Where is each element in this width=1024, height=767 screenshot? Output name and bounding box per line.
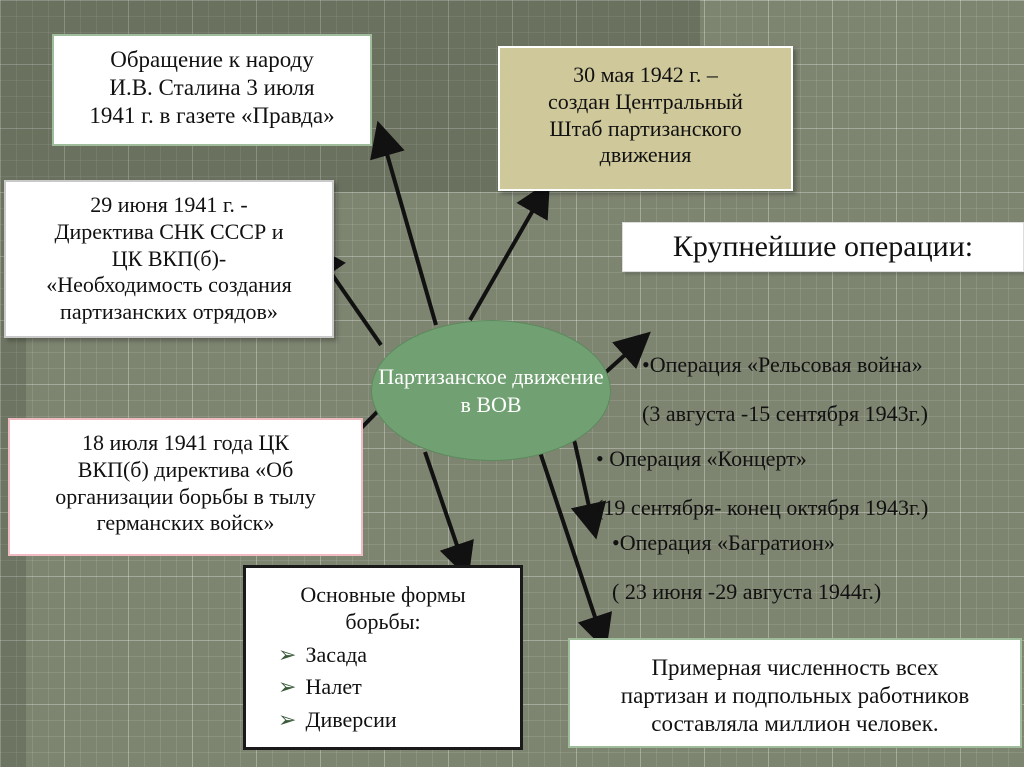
forms-list-item	[278, 642, 520, 669]
operation-1-name: Операция «Рельсовая война»	[649, 352, 923, 377]
box-partisan-count	[568, 638, 1022, 748]
directive-18-july-line-2: ВКП(б) директива «Об	[77, 456, 294, 482]
operation-3-bullet-icon: •	[612, 530, 620, 555]
central-staff-line-2: создан Центральный	[548, 88, 743, 114]
forms-list-item	[278, 707, 520, 734]
operation-item-3	[612, 508, 1024, 628]
box-forms-of-struggle	[243, 565, 523, 750]
partisan-count-line-3: составляла миллион человек.	[651, 711, 939, 737]
operation-2-line-1	[596, 446, 1024, 473]
operation-1-line-1	[642, 352, 1024, 379]
operation-2-dates: (19 сентября- конец октября 1943г.)	[596, 494, 929, 520]
stalin-appeal-line-1: Обращение к народу	[110, 47, 314, 72]
operation-3-dates: ( 23 июня -29 августа 1944г.)	[612, 578, 882, 604]
arrow-bullet-icon: ➢	[278, 707, 297, 733]
arrow-to-partisan-count	[540, 452, 600, 632]
arrow-to-forms-box	[425, 452, 462, 560]
stalin-appeal-line-3: 1941 г. в газете «Правда»	[89, 103, 335, 129]
directive-18-july-line-4: германских войск»	[96, 510, 275, 536]
directive-snk-line-2: Директива СНК СССР и	[54, 218, 284, 244]
operation-2-bullet-icon: •	[596, 446, 604, 471]
box-central-staff	[498, 46, 793, 191]
arrow-to-central-staff	[470, 198, 540, 320]
operations-title: Крупнейшие операции:	[622, 222, 1024, 272]
operation-3-name: Операция «Багратион»	[619, 530, 835, 555]
box-stalin-appeal	[52, 34, 372, 146]
central-staff-line-1: 30 мая 1942 г. –	[573, 62, 718, 87]
arrow-to-operation-3	[572, 430, 592, 520]
partisan-count-line-1: Примерная численность всех	[651, 655, 939, 680]
box-directive-snk	[4, 180, 334, 338]
directive-snk-line-5: партизанских отрядов»	[60, 299, 278, 325]
directive-snk-line-1: 29 июня 1941 г. -	[90, 192, 248, 217]
forms-list	[246, 642, 520, 734]
forms-item-label: Диверсии	[305, 707, 397, 733]
center-node-label: Партизанское движение в ВОВ	[378, 364, 604, 417]
central-staff-line-3: Штаб партизанского	[549, 115, 742, 141]
arrow-bullet-icon: ➢	[278, 641, 297, 667]
arrow-bullet-icon: ➢	[278, 674, 297, 700]
operation-1-bullet-icon: •	[642, 352, 650, 377]
forms-title-line-2: борьбы:	[345, 608, 421, 634]
operation-3-line-1	[612, 530, 1024, 557]
center-node-partisan-movement	[371, 320, 611, 461]
partisan-count-line-2: партизан и подпольных работников	[620, 683, 970, 709]
forms-item-label: Засада	[305, 641, 368, 667]
forms-title-line-1: Основные формы	[300, 582, 466, 607]
box-directive-18-july	[8, 418, 363, 556]
directive-snk-line-3: ЦК ВКП(б)-	[111, 245, 227, 271]
directive-snk-line-4: «Необходимость создания	[46, 272, 292, 298]
stalin-appeal-line-2: И.В. Сталина 3 июля	[109, 75, 315, 101]
arrow-to-stalin-appeal	[383, 140, 436, 325]
central-staff-line-4: движения	[599, 142, 692, 168]
operation-2-name: Операция «Концерт»	[609, 446, 807, 471]
forms-item-label: Налет	[305, 674, 362, 700]
directive-18-july-line-3: организации борьбы в тылу	[55, 483, 316, 509]
operation-1-dates: (3 августа -15 сентября 1943г.)	[642, 400, 928, 426]
forms-list-item	[278, 674, 520, 701]
directive-18-july-line-1: 18 июля 1941 года ЦК	[81, 430, 290, 455]
